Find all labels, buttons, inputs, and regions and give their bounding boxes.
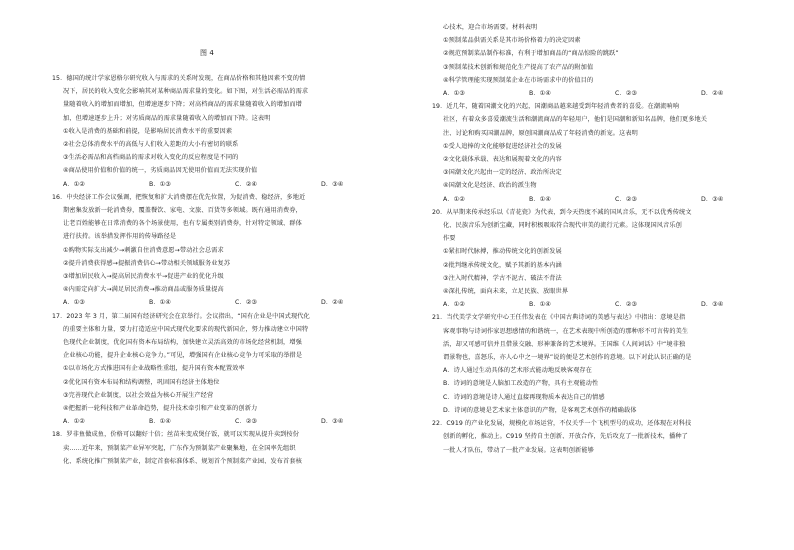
answer-choice-b: B．①④ xyxy=(529,301,551,309)
option-statement: ②规范预制菜品制作标准，有利于增加商品的“商品惊险的跳跃” xyxy=(443,50,619,58)
question-16 xyxy=(52,191,407,310)
answer-choices xyxy=(432,87,787,100)
answer-choice-a: A．①② xyxy=(63,180,85,188)
question-stem-line: 创新的孵化，推动上。C919 坚持自主创新、开放合作，先后攻克了一批新技术，播种了 xyxy=(443,433,688,441)
answer-choice-b: B．①④ xyxy=(529,195,551,203)
question-stem-line: 客观事物与诗词作家思想感情的和谐统一，在艺术表现中所创造的那种形不可言传的美生 xyxy=(443,327,689,335)
question-stem-line: 17．2023 年 3 月，第二届国有经济研究会在京举行。会议指出，“国有企业是中国式现代化 xyxy=(52,312,310,320)
question-stem-line: 况下，居民的收入变化会影响其对某种商品需求量的变化。如下图，对生活必需品的需求 xyxy=(63,88,309,96)
answer-choice-b: B．①③ xyxy=(149,180,171,188)
option-statement: D．诗词的意境是艺术家主体意识的产物，是客观艺术创作的精确载体 xyxy=(443,406,637,414)
answer-choices xyxy=(432,193,787,206)
question-stem-line: 18．罗非鱼做成鱼，价格可以翻好十倍；丝苗米变成煲仔饭，就可以实现从提升卖到按份 xyxy=(52,431,299,439)
question-stem-line: 进行扶持。该举措发挥作用的传导路径是 xyxy=(63,233,177,241)
answer-choices xyxy=(52,178,407,191)
option-statement: ②社会总体消费水平的高低与人们收入差距的大小有密切的联系 xyxy=(63,141,239,149)
answer-choice-d: D．③④ xyxy=(701,195,724,203)
option-statement: B．诗词的意境是人脑加工改造的产物，具有主观能动性 xyxy=(443,380,599,388)
answer-choice-d: D．②④ xyxy=(321,299,344,307)
answer-choice-d: D．③④ xyxy=(701,301,724,309)
answer-choice-c: C．②④ xyxy=(235,180,258,188)
answer-choice-d: D．②④ xyxy=(701,90,724,98)
question-stem-line: 16．中央经济工作会议强调，把恢复和扩大消费摆在优先位置，为促消费、稳经济，多地近 xyxy=(52,193,306,201)
question-stem-line: 活，却又可感可信并且借景交融、形神兼备的艺术境界。王国维《人间词话》中“境非独 xyxy=(443,340,686,348)
option-statement: ①预制菜品供需关系是其市场价格着力的决定因素 xyxy=(443,37,581,45)
question-stem-line: 企业核心功能，提升企业核心竞争力。”可见，增强国有企业核心竞争力可采取的举措是 xyxy=(63,352,303,360)
question-stem-line: 期密集发放新一轮消费券，覆盖餐饮、家电、文旅、百货等多领域。既有通用消费券， xyxy=(63,207,302,215)
answer-choices xyxy=(432,298,787,311)
question-stem-line: 让老百姓能够在日常消费的各个场景使用，也有专属类别消费券，针对特定领域、群体 xyxy=(63,220,302,228)
question-stem-line: 15．德国的统计学家恩格尔研究收入与需求的关系时发现，在商品价格和其他因素不变的情 xyxy=(52,75,306,82)
option-statement: ①受人追捧的文化能够促进经济社会的发展 xyxy=(443,142,562,150)
answer-choice-c: C．②③ xyxy=(615,301,638,309)
option-statement: C．诗词的意境是诗人通过直接再现物质本表达自己的情感 xyxy=(443,393,605,401)
option-statement: ③增加居民收入→提高居民消费水平→促进产业的优化升级 xyxy=(63,273,224,281)
answer-choice-c: C．②③ xyxy=(615,90,638,98)
answer-choice-c: C．②③ xyxy=(235,418,258,426)
answer-choice-b: B．①④ xyxy=(149,418,171,426)
question-stem-line: 色现代企业制度，优化国有资本布局结构，加快建立灵活高效的市场化经营机制，增强 xyxy=(63,339,302,347)
option-statement: ④商品使用价值和价值的统一，劣质商品因无使用价值而无法实现价值 xyxy=(63,167,258,175)
question-18 xyxy=(52,428,407,468)
question-stem-line: 量随着收入的增加而增加，但增速逐步下降；对高档商品的需求量随着收入的增加而增 xyxy=(63,101,302,109)
question-stem-line: 谓景物也，喜怒乐，亦人心中之一境界”说的便是艺术创作的意境。以下对此认识正确的是 xyxy=(443,354,692,362)
question-stem-line: 19．近几年，随着国潮文化的兴起，国潮商品越来越受到年轻消费者的喜爱。在潮流响响 xyxy=(432,103,679,111)
answer-choice-a: A．①② xyxy=(63,418,85,426)
option-statement: ③预制菜技术创新和规范化生产提高了农产品的附加值 xyxy=(443,63,594,71)
question-17 xyxy=(52,310,407,429)
left-column xyxy=(52,0,407,468)
question-15 xyxy=(52,72,407,191)
answer-choice-d: D．③④ xyxy=(321,418,344,426)
question-stem-line: 22．C919 的产业化发展，规模化市场运营，不仅关乎一个飞机型号的成功，还体现在对科技 xyxy=(432,420,692,428)
option-statement: ④内需定向扩大→满足居民消费→推动商品或服务质量提高 xyxy=(63,286,224,294)
option-statement: ③国潮文化兴起由一定的经济、政治所决定 xyxy=(443,169,562,177)
question-stem-line: 社区，有着众多喜爱潮流生活和潮流商品的年轻用户，他们是国潮和新知名品牌，他们更多地关 xyxy=(443,116,708,124)
option-statement: ①购物实际支出减少→刺激自住消费意愿→带动社会总需求 xyxy=(63,246,224,254)
option-statement: ②优化国有资本布局和结构调整，巩固国有经济主体地位 xyxy=(63,378,220,386)
answer-choice-a: A．①② xyxy=(443,301,465,309)
question-stem-line: 21．当代美学文学研究中心王任伟发表在《中国古典诗词的美感与表达》中指出：意境是指 xyxy=(432,314,686,322)
option-statement: ④深扎传统，面向未来，立足民族、放眼世界 xyxy=(443,288,569,296)
answer-choice-a: A．①② xyxy=(443,195,465,203)
answer-choice-d: D．③④ xyxy=(321,180,344,188)
option-statement: ②文化载体承载、表达和展现着文化的内容 xyxy=(443,156,562,164)
question-stem-line: 化、系统化推广预制菜产业，制定首套标准体系、规划首个预制菜产业园、发布首套核 xyxy=(63,457,302,465)
question-stem-line: 作要 xyxy=(443,235,456,243)
option-statement: ③生活必需品和高档商品的需求对收入变化的反应程度是不同的 xyxy=(63,154,239,162)
question-stem-line: 20．从早期来传承经乐以《青花瓷》为代表，到今天热度不减的国风音乐，无不以优秀传统文 xyxy=(432,208,692,216)
question-stem-line: 一批人才队伍，带动了一批产业发展。这表明创新能够 xyxy=(443,446,594,454)
option-statement: ④科学管理能实现预制菜企业在市场需求中的价值目的 xyxy=(443,76,594,84)
answer-choice-a: A．①③ xyxy=(63,299,85,307)
option-statement: A．诗人通过生动具体的艺术形式能动地反映客观存在 xyxy=(443,367,592,375)
answer-choice-a: A．①③ xyxy=(443,90,465,98)
question-20 xyxy=(432,206,787,312)
answer-choice-b: B．①④ xyxy=(529,90,551,98)
option-statement: ④把握新一轮科技和产业革命趋势，提升技术牵引和产业变革的创新力 xyxy=(63,405,258,413)
figure-caption: 图 4 xyxy=(200,49,214,57)
answer-choice-c: C．②③ xyxy=(615,195,638,203)
answer-choice-c: C．②③ xyxy=(235,299,258,307)
question-stem-line: 卖……近年来，预制菜产业异军突起，广东作为预制菜产业聚集地，在全国率先组织 xyxy=(63,444,296,452)
question-stem-line: 心技术，迎合市场需要。材料表明 xyxy=(443,24,538,31)
option-statement: ③注入时代精神，学古不泥古、破法不背法 xyxy=(443,274,562,282)
answer-choices xyxy=(52,296,407,309)
option-statement: ①以市场化方式推进国有企业战略性重组，提升国有资本配置效率 xyxy=(63,365,245,373)
question-18-continued xyxy=(432,21,787,100)
option-statement: ④国潮文化是经济、政治的派生物 xyxy=(443,182,537,190)
option-statement: ③完善现代企业制度，以社会效益为核心开展生产经营 xyxy=(63,391,214,399)
question-21 xyxy=(432,311,787,417)
option-statement: ①收入是消费的基础和前提，是影响居民消费水平的重要因素 xyxy=(63,127,233,135)
option-statement: ②提升消费获得感→提振消费信心→带动相关领域服务业复苏 xyxy=(63,259,231,267)
option-statement: ②批判继承传统文化，赋予其新的基本内涵 xyxy=(443,261,562,269)
answer-choice-b: B．①④ xyxy=(149,299,171,307)
question-stem-line: 的重要主体和力量，要力打造适应中国式现代化要求的现代新国企，努力推动建立中国特 xyxy=(63,325,309,333)
question-stem-line: 加，但增速逐步上升；对劣质商品的需求量随着收入的增加而下降。这表明 xyxy=(63,114,271,122)
question-stem-line: 注、讨论和购买国潮品牌，原创国潮商品成了年轻消费的新宠。这表明 xyxy=(443,129,638,137)
right-column xyxy=(432,0,787,457)
option-statement: ①紧扣时代脉搏，推动传统文化的创新发展 xyxy=(443,248,562,256)
question-stem-line: 化、民族音乐为创新宝藏，同时积极吸取符合现代审美的流行元素。这体现国风音乐创 xyxy=(443,222,682,230)
answer-choices xyxy=(52,415,407,428)
question-19 xyxy=(432,100,787,206)
question-22 xyxy=(432,417,787,457)
